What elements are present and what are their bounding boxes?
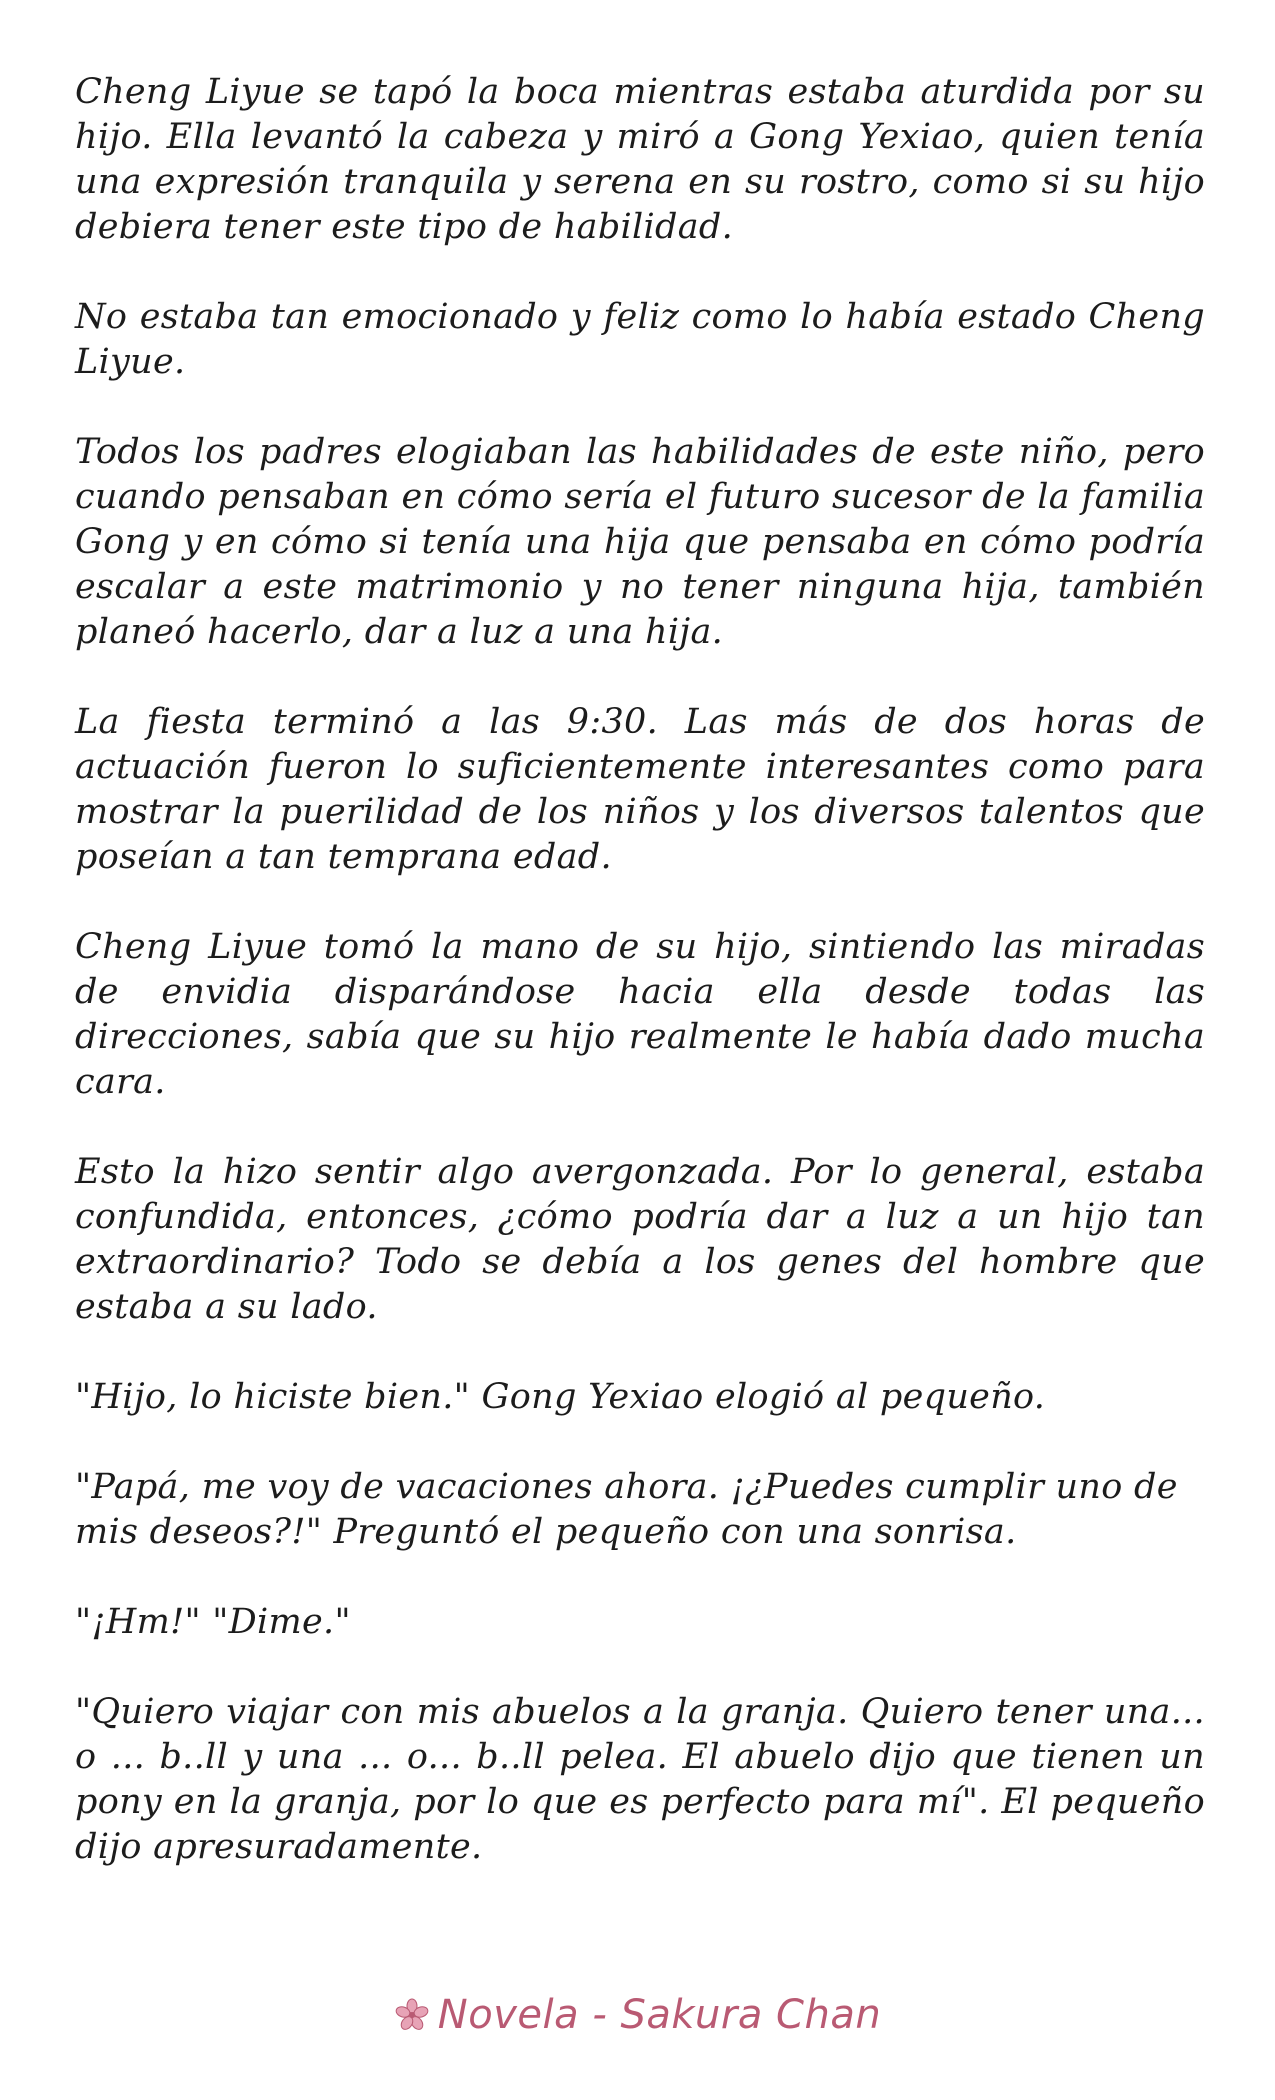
paragraph-5: Cheng Liyue tomó la mano de su hijo, sintiendo las miradas de envidia disparándose hacia ella desde todas las direcciones, sabía que su hijo realmente le había dado mucha cara. <box>75 927 1205 1102</box>
paragraph-2: No estaba tan emocionado y feliz como lo había estado Cheng Liyue. <box>75 297 1205 382</box>
watermark <box>0 1985 1275 2045</box>
paragraph-10: "Quiero viajar con mis abuelos a la granja. Quiero tener una... o ... b..ll y una ... o... b..ll pelea. El abuelo dijo que tienen un pony en la granja, por lo que es perfecto para mí". El pequeño dijo apresuradamente. <box>75 1692 1205 1867</box>
paragraph-4: La fiesta terminó a las 9:30. Las más de dos horas de actuación fueron lo suficientemente interesantes como para mostrar la puerilidad de los niños y los diversos talentos que poseían a tan temprana edad. <box>75 702 1205 877</box>
paragraph-3: Todos los padres elogiaban las habilidades de este niño, pero cuando pensaban en cómo sería el futuro sucesor de la familia Gong y en cómo si tenía una hija que pensaba en cómo podría escalar a este matrimonio y no tener ninguna hija, también planeó hacerlo, dar a luz a una hija. <box>75 432 1205 652</box>
paragraph-1: Cheng Liyue se tapó la boca mientras estaba aturdida por su hijo. Ella levantó la cabeza y miró a Gong Yexiao, quien tenía una expresión tranquila y serena en su rostro, como si su hijo debiera tener este tipo de habilidad. <box>75 72 1205 247</box>
chapter-text <box>75 70 1205 1915</box>
sakura-flower-icon <box>394 1997 430 2033</box>
watermark-text: Novela - Sakura Chan <box>437 1992 882 2038</box>
paragraph-8: "Papá, me voy de vacaciones ahora. ¡¿Puedes cumplir uno de mis deseos?!" Preguntó el pequeño con una sonrisa. <box>75 1467 1178 1552</box>
paragraph-7: "Hijo, lo hiciste bien." Gong Yexiao elogió al pequeño. <box>75 1377 1046 1417</box>
paragraph-6: Esto la hizo sentir algo avergonzada. Por lo general, estaba confundida, entonces, ¿cómo podría dar a luz a un hijo tan extraordinario? Todo se debía a los genes del hombre que estaba a su lado. <box>75 1152 1205 1327</box>
paragraph-9: "¡Hm!" "Dime." <box>75 1602 351 1642</box>
